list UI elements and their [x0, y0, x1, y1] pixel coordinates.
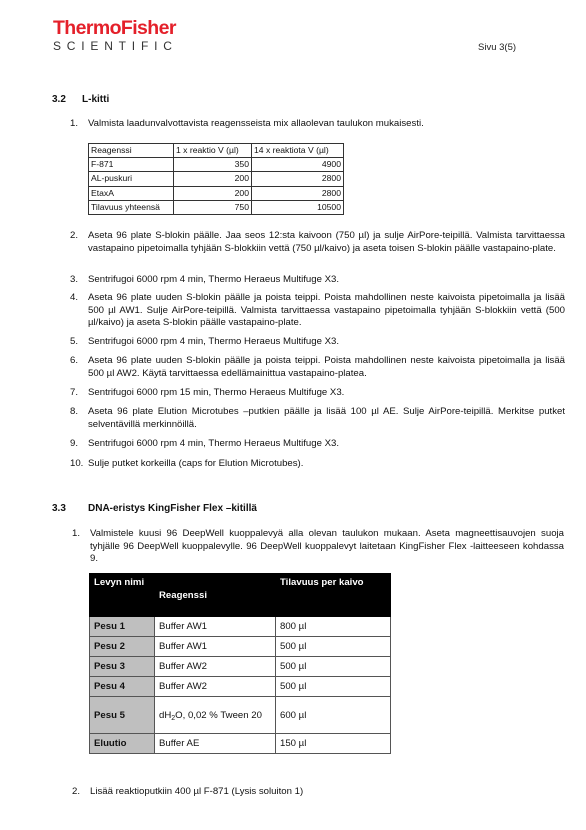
table-header-cell: Reagenssi — [89, 144, 174, 158]
table-cell: 500 µl — [276, 637, 391, 657]
table-cell: Buffer AW2 — [155, 677, 276, 697]
table-cell: 350 — [174, 158, 252, 172]
table-row — [89, 172, 344, 186]
item-text: Valmista laadunvalvottavista reagensseista mix allaolevan taulukon mukaisesti. — [88, 118, 424, 129]
table-cell: Tilavuus yhteensä — [89, 200, 174, 214]
item-number: 7. — [70, 387, 79, 398]
item-number: 1. — [70, 118, 79, 129]
section-number: 3.2 — [52, 94, 66, 105]
list-item — [70, 292, 565, 330]
item-text: Lisää reaktioputkiin 400 µl F-871 (Lysis soluiton 1) — [90, 786, 304, 797]
thermofisher-logo — [53, 18, 178, 53]
table-header-cell: 14 x reaktiota V (µl) — [252, 144, 344, 158]
table-row — [89, 200, 344, 214]
table-cell: Pesu 3 — [90, 657, 155, 677]
list-item — [70, 406, 565, 431]
list-item — [70, 118, 565, 131]
table-cell: 800 µl — [276, 617, 391, 637]
table-cell: F-871 — [89, 158, 174, 172]
table-row — [90, 677, 391, 697]
table-cell: Eluutio — [90, 734, 155, 754]
item-number: 6. — [70, 355, 79, 366]
table-cell: Pesu 4 — [90, 677, 155, 697]
table-header-cell: Tilavuus per kaivo — [276, 574, 391, 617]
list-item — [70, 458, 565, 471]
table-row — [90, 617, 391, 637]
table-header-row — [89, 144, 344, 158]
item-text: Sulje putket korkeilla (caps for Elution Microtubes). — [88, 458, 304, 469]
section-number: 3.3 — [52, 503, 66, 514]
table-row — [90, 697, 391, 734]
item-number: 2. — [72, 786, 81, 797]
item-number: 3. — [70, 274, 79, 285]
logo-subtitle: SCIENTIFIC — [53, 39, 178, 53]
table-cell: Pesu 5 — [90, 697, 155, 734]
section-title: DNA-eristys KingFisher Flex –kitillä — [88, 503, 257, 514]
table-cell: 500 µl — [276, 677, 391, 697]
table-cell: Buffer AW1 — [155, 637, 276, 657]
table-cell: 2800 — [252, 172, 344, 186]
item-number: 9. — [70, 438, 79, 449]
table-cell: Pesu 2 — [90, 637, 155, 657]
table-cell: 4900 — [252, 158, 344, 172]
table-cell: Pesu 1 — [90, 617, 155, 637]
table-cell: Buffer AW2 — [155, 657, 276, 677]
table-cell: 2800 — [252, 186, 344, 200]
list-item — [70, 387, 565, 400]
table-header-cell: Levyn nimi — [90, 574, 155, 617]
item-number: 2. — [70, 230, 79, 241]
item-number: 4. — [70, 292, 79, 303]
list-item — [72, 528, 564, 566]
table-cell: 10500 — [252, 200, 344, 214]
item-text: Valmistele kuusi 96 DeepWell kuoppalevyä alla olevan taulukon mukaan. Aseta magneettisauvojen suoja tyhjälle 96 DeepWell kuoppalevylle. 96 DeepWell kuoppalevyt laitetaan KingFisher Flex -laitteeseen kohdassa 9. — [90, 528, 564, 564]
table-row — [90, 657, 391, 677]
list-item — [70, 355, 565, 380]
list-item — [70, 274, 565, 287]
list-item — [72, 786, 564, 799]
list-item — [70, 230, 565, 255]
page-number: Sivu 3(5) — [478, 42, 517, 53]
item-number: 10. — [70, 458, 84, 469]
table-row — [90, 637, 391, 657]
table-cell: 500 µl — [276, 657, 391, 677]
item-text: Aseta 96 plate Elution Microtubes –putkien päälle ja lisää 100 µl AE. Sulje AirPore-teipillä. Merkitse putket selventävillä merkinnöillä. — [88, 406, 565, 430]
table-cell: AL-puskuri — [89, 172, 174, 186]
table-cell: 600 µl — [276, 697, 391, 734]
item-text: Sentrifugoi 6000 rpm 4 min, Thermo Heraeus Multifuge X3. — [88, 274, 339, 285]
table-cell: Buffer AW1 — [155, 617, 276, 637]
item-text: Sentrifugoi 6000 rpm 4 min, Thermo Heraeus Multifuge X3. — [88, 438, 339, 449]
list-item — [70, 438, 565, 451]
section-heading-3-3 — [52, 503, 257, 514]
table-cell: 750 — [174, 200, 252, 214]
reagent-mix-table — [88, 143, 344, 215]
section-title: L-kitti — [82, 94, 110, 105]
table-header-cell: 1 x reaktio V (µl) — [174, 144, 252, 158]
item-text: Aseta 96 plate uuden S-blokin päälle ja poista teippi. Poista mahdollinen neste kaivoista pipetoimalla ja lisää 500 µl AW2. Käytä tarvittaessa edellämainittua vastapaino-platea. — [88, 355, 565, 379]
item-text: Sentrifugoi 6000 rpm 15 min, Thermo Heraeus Multifuge X3. — [88, 387, 345, 398]
item-text: Aseta 96 plate uuden S-blokin päälle ja poista teippi. Poista mahdollinen neste kaivoista pipetoimalla ja lisää 500 µl AW1. Sulje AirPore-teipillä. Valmista tarvittaessa vastapaino pipetoimalla tyhjään S-blokkiin vettä (500 µl/kaivo) ja aseta S-blokin päälle vastapaino-plate. — [88, 292, 565, 328]
table-cell: 200 — [174, 186, 252, 200]
table-cell: 200 — [174, 172, 252, 186]
item-text: Sentrifugoi 6000 rpm 4 min, Thermo Heraeus Multifuge X3. — [88, 336, 339, 347]
table-cell: EtaxA — [89, 186, 174, 200]
table-cell: Buffer AE — [155, 734, 276, 754]
table-cell: $dH_2O$, 0,02 % Tween 20 — [155, 697, 276, 734]
logo-wordmark: ThermoFisher — [53, 17, 176, 39]
section-heading-3-2 — [52, 94, 109, 105]
list-item — [70, 336, 565, 349]
item-text: Aseta 96 plate S-blokin päälle. Jaa seos 12:sta kaivoon (750 µl) ja sulje AirPore-teipillä. Valmista tarvittaessa vastapaino pipetoimalla tyhjään S-blokkiin vettä (750 µl/kaivo) ja aseta toisen S-blokin päälle vastapaino-plate. — [88, 230, 565, 254]
item-number: 5. — [70, 336, 79, 347]
table-header-row — [90, 574, 391, 617]
table-row — [89, 158, 344, 172]
item-number: 8. — [70, 406, 79, 417]
table-header-cell: Reagenssi — [155, 574, 276, 617]
item-number: 1. — [72, 528, 81, 539]
table-row — [89, 186, 344, 200]
table-cell: 150 µl — [276, 734, 391, 754]
deepwell-plate-table — [89, 573, 391, 754]
table-row — [90, 734, 391, 754]
